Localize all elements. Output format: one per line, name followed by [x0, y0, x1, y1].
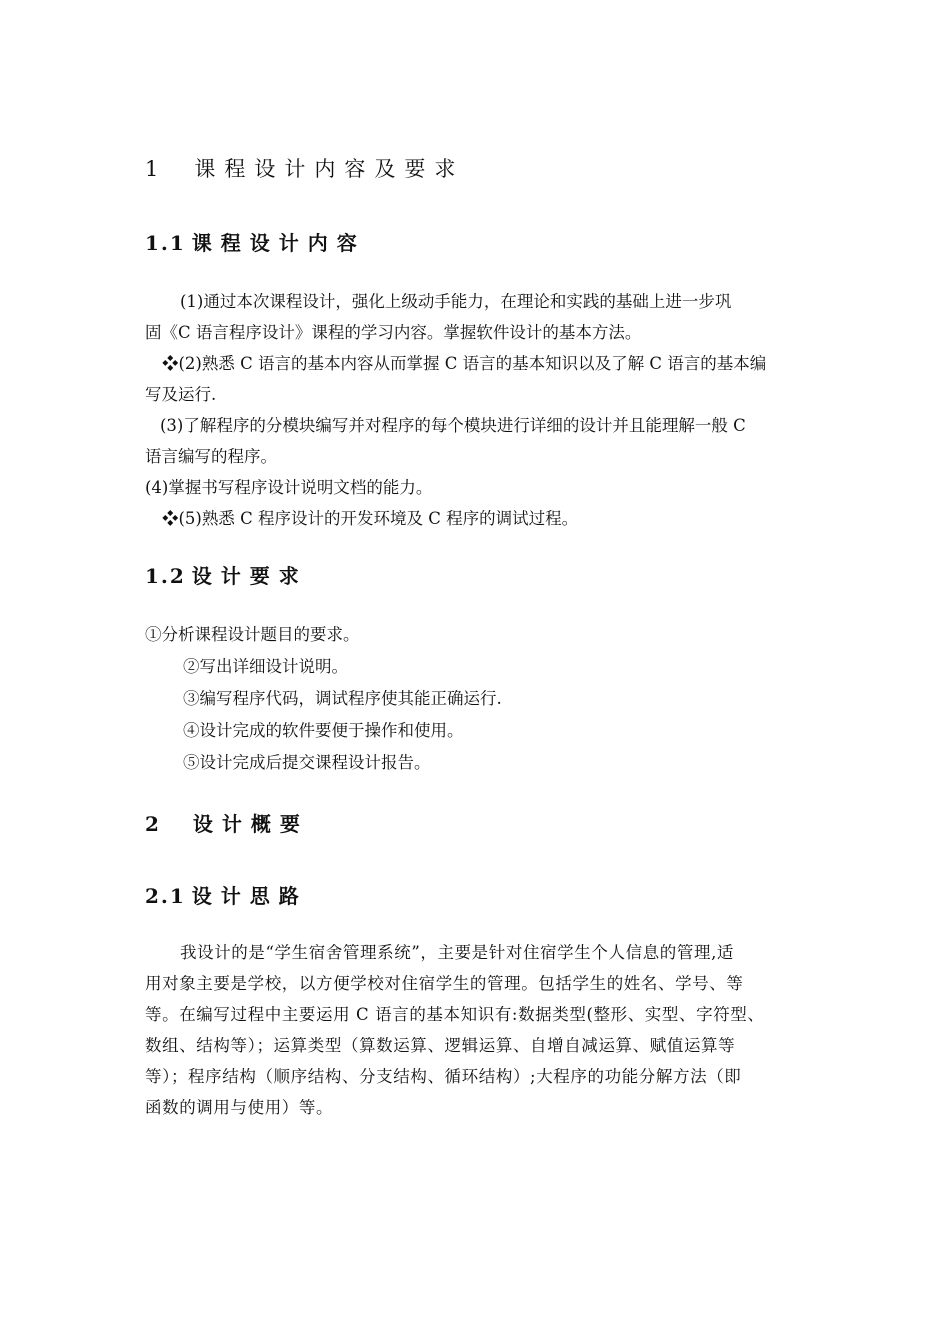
heading-2-title: 设计概要	[192, 812, 309, 836]
requirement-item-3: ③编写程序代码，调试程序使其能正确运行.	[183, 689, 502, 708]
requirement-item-5: ⑤设计完成后提交课程设计报告。	[183, 753, 431, 772]
heading-2-number: 2	[145, 812, 161, 836]
requirement-item-1: ①分析课程设计题目的要求。	[145, 625, 360, 644]
heading-2-1-number: 2.1	[145, 884, 186, 908]
content-para-2-line-1: ❖(2)熟悉 C 语言的基本内容从而掌握 C 语言的基本知识以及了解 C 语言的基本编	[162, 354, 767, 373]
requirement-item-4: ④设计完成的软件要便于操作和使用。	[183, 721, 464, 740]
design-idea-line-4: 数组、结构等）；运算类型（算数运算、逻辑运算、自增自减运算、赋值运算等	[145, 1036, 736, 1055]
heading-1-2-title: 设计要求	[191, 564, 308, 588]
design-idea-line-3: 等。在编写过程中主要运用 C 语言的基本知识有:数据类型(整形、实型、字符型、	[145, 1005, 765, 1024]
heading-1-2-number: 1.2	[145, 564, 186, 588]
heading-2	[145, 808, 309, 837]
heading-1	[145, 153, 464, 183]
heading-1-1-title: 课程设计内容	[191, 231, 366, 255]
design-idea-line-6: 函数的调用与使用）等。	[145, 1098, 334, 1117]
design-idea-line-5: 等）；程序结构（顺序结构、分支结构、循环结构）;大程序的功能分解方法（即	[145, 1067, 742, 1086]
heading-1-1-number: 1.1	[145, 231, 186, 255]
content-para-1-line-1: (1)通过本次课程设计，强化上级动手能力，在理论和实践的基础上进一步巩	[180, 292, 732, 311]
design-idea-line-1: 我设计的是“学生宿舍管理系统”，主要是针对住宿学生个人信息的管理,适	[180, 943, 735, 962]
content-para-3-line-1: (3)了解程序的分模块编写并对程序的每个模块进行详细的设计并且能理解一般 C	[160, 416, 746, 435]
heading-2-1-title: 设计思路	[191, 884, 308, 908]
content-para-3-line-2: 语言编写的程序。	[145, 447, 277, 466]
heading-1-number: 1	[145, 157, 161, 181]
heading-1-title: 课程设计内容及要求	[194, 157, 465, 181]
content-para-5: ❖(5)熟悉 C 程序设计的开发环境及 C 程序的调试过程。	[162, 509, 579, 528]
design-idea-line-2: 用对象主要是学校，以方便学校对住宿学生的管理。包括学生的姓名、学号、等	[145, 974, 744, 993]
content-para-2-line-2: 写及运行.	[145, 385, 217, 404]
heading-1-1	[145, 227, 366, 256]
heading-2-1	[145, 880, 308, 909]
content-para-4: (4)掌握书写程序设计说明文档的能力。	[145, 478, 433, 497]
heading-1-2	[145, 560, 308, 589]
requirement-item-2: ②写出详细设计说明。	[183, 657, 348, 676]
content-para-1-line-2: 固《C 语言程序设计》课程的学习内容。掌握软件设计的基本方法。	[145, 323, 642, 342]
